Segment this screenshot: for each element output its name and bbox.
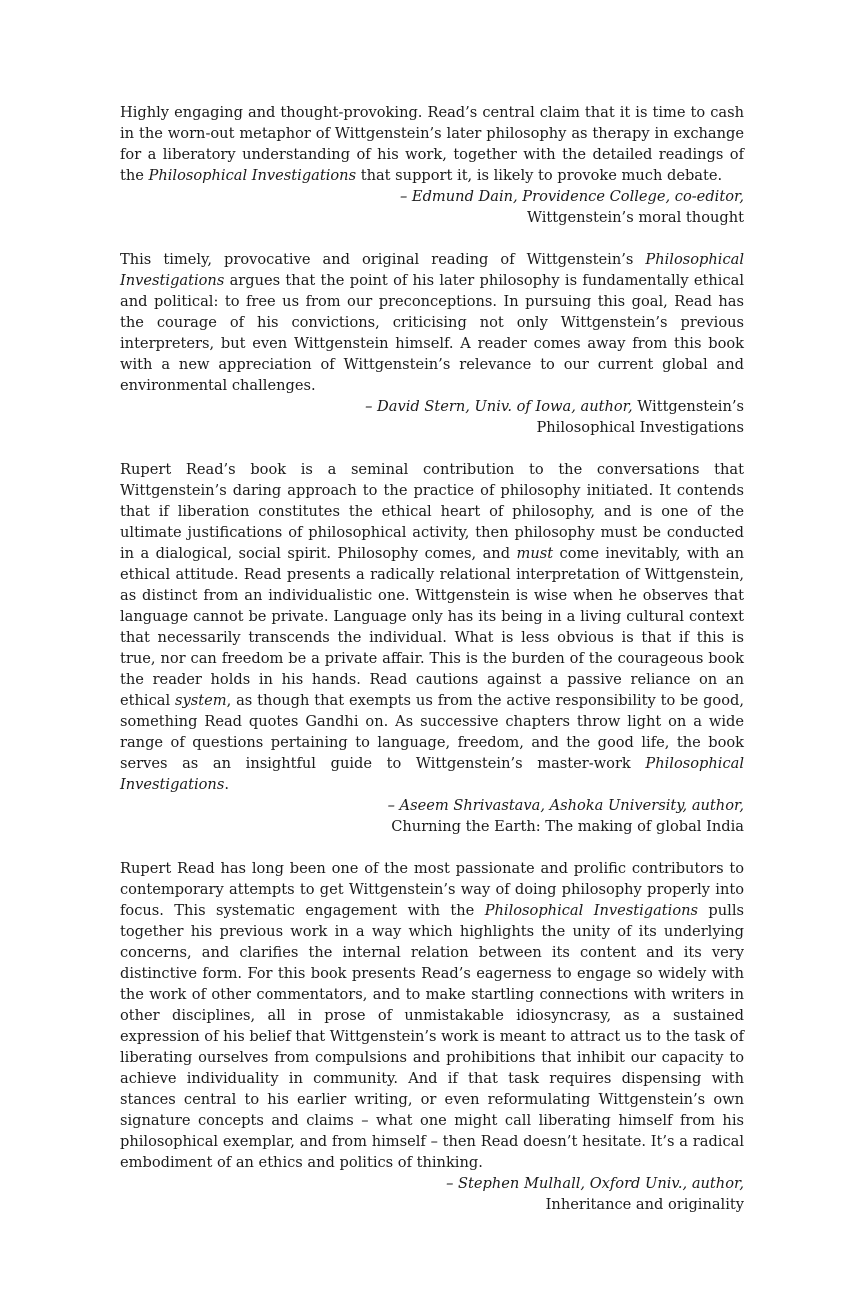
endorsement-attribution: – Aseem Shrivastava, Ashoka University, author, — [387, 797, 744, 814]
endorsement-text: This timely, provocative and original reading of Wittgenstein’s Philosophical Investigations argues that the point of his later philosophy is fundamentally ethical and political: to free us from our preconceptions. In pursuing this goal, Read has the courage of his convictions, criticising not only Wittgenstein’s previous interpreters, but even Wittgenstein himself. A reader comes away from this book with a new appreciation of Wittgenstein’s relevance to our current global and environmental challenges. — [120, 251, 744, 394]
endorsement-book-title: Churning the Earth: The making of global India — [391, 818, 744, 835]
endorsement-4 — [120, 858, 744, 1215]
endorsements-page — [120, 102, 744, 1236]
endorsement-text: Rupert Read has long been one of the most passionate and prolific contributors to contemporary attempts to get Wittgenstein’s way of doing philosophy properly into focus. This systematic engagement with the Philosophical Investigations pulls together his previous work in a way which highlights the unity of its underlying concerns, and clarifies the internal relation between its content and its very distinctive form. For this book presents Read’s eagerness to engage so widely with the work of other commentators, and to make startling connections with writers in other disciplines, all in prose of unmistakable idiosyncrasy, as a sustained expression of his belief that Wittgenstein’s work is meant to attract us to the task of liberating ourselves from compulsions and prohibitions that inhibit our capacity to achieve individuality in community. And if that task requires dispensing with stances central to his earlier writing, or even reformulating Wittgenstein’s own signature concepts and claims – what one might call liberating himself from his philosophical exemplar, and from himself – then Read doesn’t hesitate. It’s a radical embodiment of an ethics and politics of thinking. — [120, 860, 744, 1171]
endorsement-book-title: Philosophical Investigations — [536, 419, 744, 436]
endorsement-book-title: Wittgenstein’s moral thought — [526, 209, 744, 226]
endorsement-attribution: – David Stern, Univ. of Iowa, author, Wittgenstein’s — [365, 398, 744, 415]
endorsement-text: Rupert Read’s book is a seminal contribution to the conversations that Wittgenstein’s daring approach to the practice of philosophy initiated. It contends that if liberation constitutes the ethical heart of philosophy, and is one of the ultimate justifications of philosophical activity, then philosophy must be conducted in a dialogical, social spirit. Philosophy comes, and must come inevitably, with an ethical attitude. Read presents a radically relational interpretation of Wittgenstein, as distinct from an individualistic one. Wittgenstein is wise when he observes that language cannot be private. Language only has its being in a living cultural context that necessarily transcends the individual. What is less obvious is that if this is true, nor can freedom be a private affair. This is the burden of the courageous book the reader holds in his hands. Read cautions against a passive reliance on an ethical system, as though that exempts us from the active responsibility to be good, something Read quotes Gandhi on. As successive chapters throw light on a wide range of questions pertaining to language, freedom, and the good life, the book serves as an insightful guide to Wittgenstein’s master-work Philosophical Investigations. — [120, 461, 745, 793]
endorsement-attribution: – Stephen Mulhall, Oxford Univ., author, — [446, 1175, 744, 1192]
endorsement-text: Highly engaging and thought-provoking. Read’s central claim that it is time to cash in the worn-out metaphor of Wittgenstein’s later philosophy as therapy in exchange for a liberatory understanding of his work, together with the detailed readings of the Philosophical Investigations that support it, is likely to provoke much debate. — [120, 104, 744, 184]
endorsement-2 — [120, 249, 744, 438]
endorsement-1 — [120, 102, 744, 228]
endorsement-3 — [120, 459, 744, 837]
endorsement-attribution: – Edmund Dain, Providence College, co-editor, — [400, 188, 744, 205]
endorsement-book-title: Inheritance and originality — [545, 1196, 744, 1213]
